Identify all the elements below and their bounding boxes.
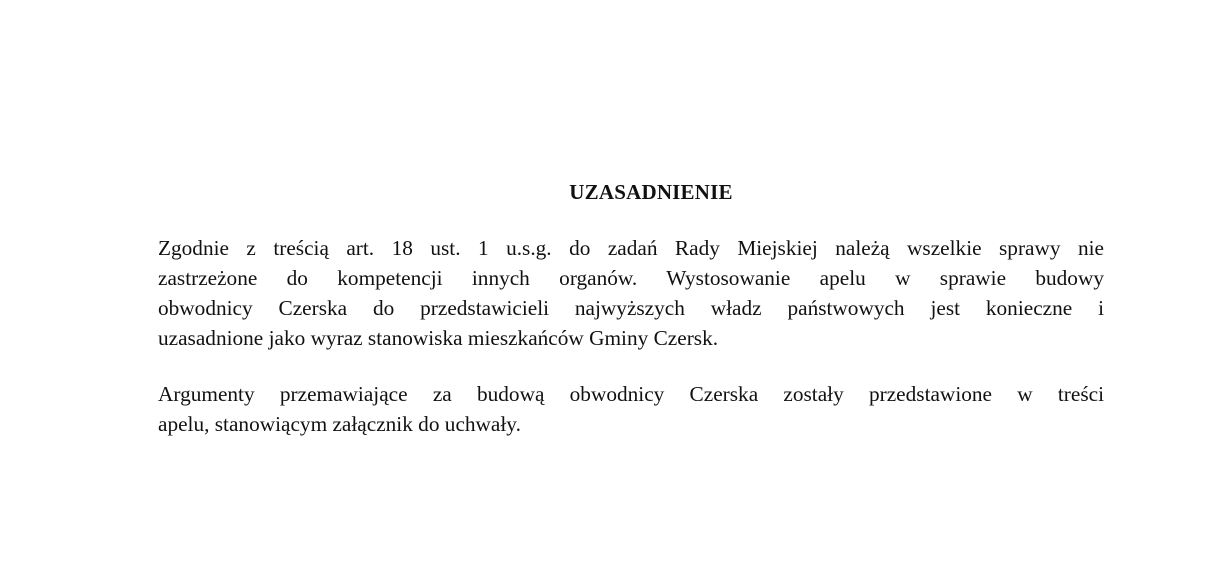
document-title: UZASADNIENIE [569,180,733,204]
paragraph-line: Argumenty przemawiające za budową obwodnicy Czerska zostały przedstawione w treści [158,382,1104,406]
paragraph-arguments [158,379,1104,439]
paragraph-line: uzasadnione jako wyraz stanowiska mieszkańców Gminy Czersk. [158,326,719,350]
paragraph-line: obwodnicy Czerska do przedstawicieli najwyższych władz państwowych jest konieczne i [158,296,1104,320]
paragraph-justification [158,233,1104,353]
paragraph-line: zastrzeżone do kompetencji innych organów. Wystosowanie apelu w sprawie budowy [158,266,1104,290]
paragraph-line: Zgodnie z treścią art. 18 ust. 1 u.s.g. do zadań Rady Miejskiej należą wszelkie sprawy nie [158,236,1104,260]
paragraph-line: apelu, stanowiącym załącznik do uchwały. [158,412,521,436]
